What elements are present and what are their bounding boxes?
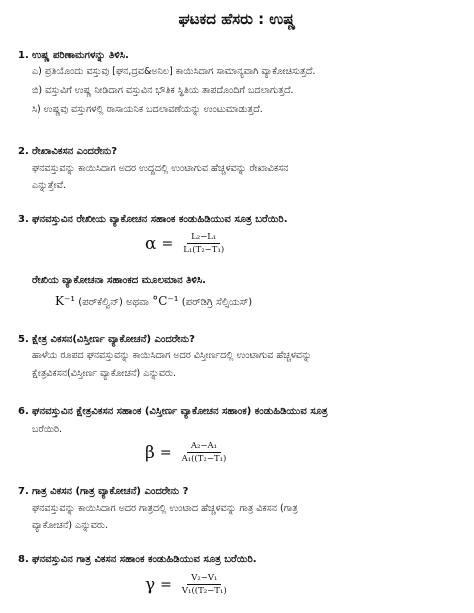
question-6 [18,405,458,418]
question-number: 6. [18,406,29,417]
denominator: L₁(T₂−T₁) [183,245,225,255]
answer-line: ವ್ಯಾಕೋಚನೆ) ಎನ್ನುವರು. [32,520,108,531]
formula-alpha [145,232,228,255]
unit-celsius-label: (ಪರ್‌ಡಿಗ್ರಿ ಸೆಲ್ಸಿಯಸ್) [178,297,253,308]
question-number: 1. [18,50,29,61]
formula-beta [145,441,230,464]
question-text: ಕ್ಷೇತ್ರ ವಿಕಸನ(ವಿಸ್ತೀರ್ಣ ವ್ಯಾಕೋಚನೆ) ಎಂದರೇನು? [32,334,195,345]
unit-kelvin: K⁻¹ [55,294,76,308]
question-text: ಘನವಸ್ತುವಿನ ಗಾತ್ರ ವಿಕಸನ ಸಹಾಂಕ ಕಂಡುಹಿಡಿಯುವ ಸೂತ್ರ ಬರೆಯಿರಿ. [32,554,257,565]
equals-sign: = [159,444,172,461]
fraction [178,441,231,464]
numerator: V₂−V₁ [187,573,221,585]
answer-line: ಕ್ಷೇತ್ರವಿಕಸನ(ವಿಸ್ತೀರ್ಣ ವ್ಯಾಕೋಚನೆ) ಎನ್ನುವರು. [32,368,177,379]
equals-sign: = [161,235,174,252]
question-text: ಘನವಸ್ತುವಿನ ಕ್ಷೇತ್ರವಿಕಸನ ಸಹಾಂಕ (ವಿಸ್ತೀರ್ಣ ವ್ಯಾಕೋಚನ ಸಹಾಂಕ) ಕಂಡುಹಿಡಿಯುವ ಸೂತ್ರ [32,406,328,417]
question-7 [18,485,458,498]
unit-celsius: °C⁻¹ [152,294,179,308]
answer-line: ಘನವಸ್ತುವನ್ನು ಕಾಯಿಸಿದಾಗ ಅದರ ಗಾತ್ರದಲ್ಲಿ ಉಂಟಾದ ಹೆಚ್ಚಳವನ್ನು ಗಾತ್ರ ವಿಕಸನ (ಗಾತ್ರ [32,503,298,514]
question-3 [18,213,458,226]
answer-line: ಘನವಸ್ತುವನ್ನು ಕಾಯಿಸಿದಾಗ ಅದರ ಉದ್ದದಲ್ಲಿ ಉಂಟಾಗುವ ಹೆಚ್ಚಳವನ್ನು ರೇಖಾವಿಕಸನ [32,163,289,174]
formula-symbol: β [145,442,155,463]
question-8 [18,553,458,566]
formula-symbol: γ [145,574,156,595]
question-number: 3. [18,214,29,225]
answer-line: ಎನ್ನುತ್ತೇವೆ. [32,180,67,191]
question-number: 7. [18,486,29,497]
fraction [179,232,228,255]
question-text: ರೇಖಿಯ ವ್ಯಾಕೋಚನಾ ಸಹಾಂಕದ ಮೂಲಮಾನ ತಿಳಿಸಿ. [32,275,206,286]
answer-line: ಹಾಳೆಯ ರೂಪದ ಘನವಸ್ತುವನ್ನು ಕಾಯಿಸಿದಾಗ ಅದರ ವಿಸ್ತೀರ್ಣದಲ್ಲಿ ಉಂಟಾಗುವ ಹೆಚ್ಚಳವನ್ನು [32,350,312,361]
answer-line: ಬಿ) ವಸ್ತುವಿಗೆ ಉಷ್ಣ ನೀಡಿದಾಗ ವಸ್ತುವಿನ ಭೌತಿಕ ಸ್ಥಿತಿಯ ತಾಪದೊಂದಿಗೆ ಬದಲಾಗುತ್ತದೆ. [32,85,294,96]
question-number: 5. [18,334,29,345]
answer-line: ಬರೆಯಿರಿ. [32,424,63,435]
answer-line: ಎ) ಪ್ರತಿಯೊಂದು ವಸ್ತುವು [ಘನ,ದ್ರವ&ಅನಿಲ] ಕಾಯಿಸಿದಾಗ ಸಾಮಾನ್ಯವಾಗಿ ವ್ಯಾಕೋಚಿಸುತ್ತದೆ. [32,66,316,77]
equals-sign: = [160,576,172,593]
numerator: L₂−L₁ [187,232,220,244]
question-number: 2. [18,146,29,157]
unit-kelvin-label: (ಪರ್‌ಕೆಲ್ವಿನ್) ಅಥವಾ [75,297,153,308]
question-2 [18,145,458,158]
question-5 [18,333,458,346]
question-4 [18,274,458,287]
question-text: ಘನವಸ್ತುವಿನ ರೇಖೀಯ ವ್ಯಾಕೋಚನ ಸಹಾಂಕ ಕಂಡುಹಿಡಿಯುವ ಸೂತ್ರ ಬರೆಯಿರಿ. [32,214,288,225]
page-title: ಘಟಕದ ಹೆಸರು : ಉಷ್ಣ [178,10,296,28]
question-text: ಗಾತ್ರ ವಿಕಸನ (ಗಾತ್ರ ವ್ಯಾಕೋಚನೆ) ಎಂದರೇನು ? [32,486,189,497]
fraction [178,573,231,596]
question-number: 8. [18,554,29,565]
question-text: ಉಷ್ಣ ಪರಿಣಾಮಗಳನ್ನು ತಿಳಿಸಿ. [32,50,129,61]
denominator: V₁((T₂−T₁) [181,586,227,596]
denominator: A₁((T₂−T₁) [181,454,227,464]
unit-line [55,294,252,308]
question-text: ರೇಖಾವಿಕಸನ ಎಂದರೇನು? [32,146,118,157]
formula-symbol: α [145,233,157,254]
question-1 [18,49,458,62]
formula-gamma [145,573,231,596]
answer-line: ಸಿ) ಉಷ್ಣವು ವಸ್ತುಗಳಲ್ಲಿ ರಾಸಾಯನಿಕ ಬದಲಾವಣೆಯನ್ನು ಉಂಟುಮಾಡುತ್ತದೆ. [32,104,263,115]
numerator: A₂−A₁ [187,441,221,453]
